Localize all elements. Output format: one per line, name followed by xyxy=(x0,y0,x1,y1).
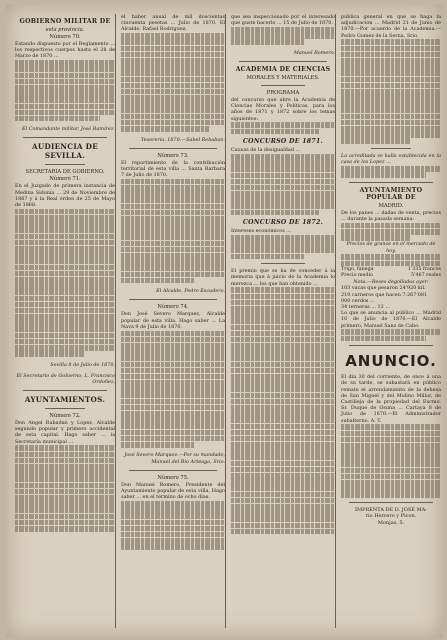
signature: Manuel Romero. xyxy=(293,49,335,56)
illegible-text-line xyxy=(231,355,335,361)
divider-rule xyxy=(349,502,433,503)
illegible-text-line xyxy=(231,516,335,522)
illegible-text-line xyxy=(231,318,335,324)
divider-rule xyxy=(261,85,305,86)
notice-text: Don Angel Rabadan y Lopez, Alcalde segundo popular y primero accidental de esta capital. Hago saber ... la Secretaría municipal ... xyxy=(15,420,115,445)
illegible-text-line xyxy=(121,228,225,234)
notice-number: Número 75. xyxy=(157,474,189,481)
illegible-text-line xyxy=(121,46,225,52)
reses-line: 103 vacas que pesaron 24'920 kil. xyxy=(341,285,426,292)
illegible-text-line xyxy=(231,287,335,293)
illegible-text-line xyxy=(121,374,225,380)
illegible-text-line xyxy=(341,492,441,498)
notice-text: que sea inspeccionado por el interesado que guste hacerlo ... 15 de Julio de 1870. xyxy=(231,14,335,27)
illegible-text-line xyxy=(341,424,441,430)
illegible-text-line xyxy=(341,166,441,172)
illegible-text-line xyxy=(231,337,335,343)
notice-date: Sevilla 8 de Julio de 1870. xyxy=(50,361,115,368)
illegible-text-line xyxy=(15,110,115,116)
illegible-text-line xyxy=(341,329,441,335)
concurso-text: Causas de la desigualdad ... xyxy=(231,147,301,154)
illegible-text-line xyxy=(121,126,209,132)
anuncio-heading: ANUNCIO. xyxy=(345,352,437,371)
illegible-text-line xyxy=(231,312,335,318)
illegible-text-line xyxy=(231,448,335,454)
illegible-text-line xyxy=(121,33,225,39)
notice-text: pública general en que se haga la adjudicacion ... Madrid 21 de Junio de 1870.—Por acuerdo de la Academia.—Pedro Gomez de la Serna, Srio. xyxy=(341,14,441,39)
illegible-text-line xyxy=(15,246,115,252)
illegible-text-line xyxy=(231,498,335,504)
signature: Tesorería, 1870.—Sabel Rebaban. xyxy=(140,136,225,143)
notice-number: Número 73. xyxy=(157,152,189,159)
illegible-text-line xyxy=(341,107,441,113)
illegible-text-line xyxy=(341,461,441,467)
illegible-text-line xyxy=(231,368,335,374)
illegible-text-line xyxy=(231,129,319,135)
illegible-text-line xyxy=(121,241,225,247)
illegible-text-line xyxy=(341,89,441,95)
illegible-text-line xyxy=(121,89,225,95)
section-title-audiencia: AUDIENCIA DE SEVILLA. xyxy=(32,142,98,161)
illegible-text-line xyxy=(231,380,335,386)
illegible-text-line xyxy=(231,386,335,392)
illegible-text-line xyxy=(341,114,441,120)
section-title-ayuntamiento-madrid: AYUNTAMIENTO POPULAR DE xyxy=(359,186,423,201)
illegible-text-line xyxy=(121,532,225,538)
illegible-text-line xyxy=(231,492,335,498)
divider-rule xyxy=(349,182,433,183)
newspaper-page xyxy=(6,4,443,638)
illegible-text-line xyxy=(231,393,335,399)
concurso-1872-heading: CONCURSO DE 1872. xyxy=(242,219,324,227)
illegible-text-line xyxy=(231,173,335,179)
divider-rule xyxy=(45,408,85,409)
illegible-text-line xyxy=(15,495,115,501)
illegible-text-line xyxy=(121,399,225,405)
illegible-text-line xyxy=(231,417,335,423)
illegible-text-line xyxy=(341,449,441,455)
illegible-text-line xyxy=(15,520,115,526)
signature: El Comandante militar, José Ramírez. xyxy=(22,126,115,133)
illegible-text-line xyxy=(121,405,225,411)
illegible-text-line xyxy=(341,77,441,83)
section-subtitle: MORALES Y MATERIALES. xyxy=(246,74,320,81)
premio-text: El premio que se ha de conceder á la memoria que á juicio de la Academia lo merezca ... los que han obtenido ... xyxy=(231,268,335,287)
illegible-text-line xyxy=(341,46,441,52)
illegible-text-line xyxy=(121,430,225,436)
notice-text: En el Juzgado de primera instancia de Medina Sidonia ... 29 de Noviembre de 1867 y á la Real órden de 25 de Mayo de 1868. xyxy=(15,183,115,209)
illegible-text-line xyxy=(121,411,225,417)
illegible-text-line xyxy=(15,265,115,271)
illegible-text-line xyxy=(121,197,225,203)
illegible-text-line xyxy=(15,66,115,72)
illegible-text-line xyxy=(231,191,335,197)
illegible-text-line xyxy=(121,83,225,89)
illegible-text-line xyxy=(15,91,115,97)
illegible-text-line xyxy=(121,210,225,216)
illegible-text-line xyxy=(15,483,115,489)
illegible-text-line xyxy=(231,523,335,529)
illegible-text-line xyxy=(231,160,335,166)
illegible-text-line xyxy=(15,445,115,451)
notice-number: Número 70. xyxy=(49,34,81,40)
price-row-medio: Precio medio 5'467 reales xyxy=(341,272,441,278)
illegible-text-line xyxy=(15,320,115,326)
illegible-text-line xyxy=(15,79,115,85)
illegible-text-line xyxy=(15,464,115,470)
illegible-text-line xyxy=(231,166,335,172)
illegible-text-line xyxy=(15,104,115,110)
section-title-academia: ACADEMIA DE CIENCIAS xyxy=(235,65,331,73)
illegible-text-line xyxy=(15,452,115,458)
illegible-text-line xyxy=(121,392,225,398)
illegible-text-line xyxy=(231,122,335,128)
illegible-text-line xyxy=(121,380,225,386)
illegible-text-line xyxy=(15,227,115,233)
illegible-text-line xyxy=(341,58,441,64)
illegible-text-line xyxy=(121,101,225,107)
illegible-text-line xyxy=(121,247,225,253)
illegible-text-line xyxy=(231,294,335,300)
illegible-text-line xyxy=(121,507,225,513)
illegible-text-line xyxy=(231,179,335,185)
illegible-text-line xyxy=(121,368,225,374)
section-subtitle: esta provincia. xyxy=(45,27,85,33)
notice-text: Don Manuel Romero, Presidente del Ayuntamiento popular de esta villa. Hago saber ... en el término de ocho dias. xyxy=(121,481,225,501)
illegible-text-line xyxy=(231,331,335,337)
illegible-text-line xyxy=(341,95,441,101)
illegible-text-line xyxy=(231,235,335,241)
illegible-text-line xyxy=(121,222,225,228)
illegible-text-line xyxy=(15,277,115,283)
notice-number: Número 74. xyxy=(157,304,189,311)
illegible-text-line xyxy=(231,510,335,516)
divider-rule xyxy=(45,164,85,165)
illegible-text-line xyxy=(15,234,115,240)
illegible-text-line xyxy=(341,223,441,229)
illegible-text-line xyxy=(341,52,441,58)
illegible-text-line xyxy=(341,101,441,107)
illegible-text-line xyxy=(121,70,225,76)
illegible-text-line xyxy=(121,120,225,126)
illegible-text-line xyxy=(231,454,335,460)
illegible-text-line xyxy=(121,423,225,429)
illegible-text-line xyxy=(15,221,115,227)
illegible-text-line xyxy=(15,209,115,215)
notice-number: Número 72. xyxy=(49,413,81,420)
illegible-text-line xyxy=(15,215,115,221)
illegible-text-line xyxy=(121,526,225,532)
section-title-ayuntamientos: AYUNTAMIENTOS. xyxy=(24,395,106,405)
illegible-text-line xyxy=(341,172,426,178)
illegible-text-line xyxy=(15,60,115,66)
section-subtitle: SECRETARIA DE GOBIERNO. xyxy=(25,169,105,176)
illegible-text-line xyxy=(121,538,225,544)
illegible-text-line xyxy=(231,306,335,312)
illegible-text-line xyxy=(121,216,225,222)
illegible-text-line xyxy=(341,486,441,492)
illegible-text-line xyxy=(15,489,115,495)
illegible-text-line xyxy=(121,39,225,45)
printer-imprint: IMPRENTA DE D. JOSÉ MA- rio Herrero y Picon. Monjas, 5. xyxy=(355,507,427,526)
illegible-text-line xyxy=(121,58,225,64)
column-2 xyxy=(118,14,228,630)
illegible-text-line xyxy=(231,39,304,45)
cerdos-line: 000 cerdos ... xyxy=(341,297,375,304)
illegible-text-line xyxy=(15,283,115,289)
illegible-text-line xyxy=(231,325,335,331)
illegible-text-line xyxy=(15,339,115,345)
illegible-text-line xyxy=(121,179,225,185)
illegible-text-line xyxy=(231,430,335,436)
divider-rule xyxy=(349,345,433,346)
prices-label: Precios de granos en el mercado de hoy. xyxy=(346,241,436,254)
illegible-text-line xyxy=(121,362,225,368)
illegible-text-line xyxy=(231,254,304,260)
divider-rule xyxy=(23,390,107,391)
illegible-text-line xyxy=(231,442,335,448)
divider-rule xyxy=(129,148,217,149)
notice-text: La acreditada se halla establecida en la casa de los Lopez ... xyxy=(341,153,441,166)
illegible-text-line xyxy=(121,355,225,361)
illegible-text-line xyxy=(121,52,225,58)
illegible-text-line xyxy=(121,114,225,120)
illegible-text-line xyxy=(231,461,335,467)
column-3 xyxy=(228,14,338,630)
column-1 xyxy=(12,14,118,630)
notice-number: Número 71. xyxy=(49,176,81,183)
illegible-text-line xyxy=(15,501,115,507)
illegible-text-line xyxy=(121,520,225,526)
illegible-text-line xyxy=(341,235,411,241)
illegible-text-line xyxy=(121,64,225,70)
divider-rule xyxy=(129,299,217,300)
illegible-text-line xyxy=(121,278,194,284)
illegible-text-line xyxy=(231,197,335,203)
illegible-text-line xyxy=(15,97,115,103)
divider-rule xyxy=(371,148,411,149)
illegible-text-line xyxy=(341,138,411,144)
illegible-text-line xyxy=(121,343,225,349)
illegible-text-line xyxy=(121,95,225,101)
illegible-text-line xyxy=(121,436,225,442)
illegible-text-line xyxy=(15,470,115,476)
notice-text: Don José Severo Marquez, Alcalde popular de esta villa. Hago saber ... La Nava 9 de Julio de 1870. xyxy=(121,311,225,330)
divider-rule xyxy=(261,263,305,264)
concurso-1871-heading: CONCURSO DE 1871. xyxy=(242,138,324,146)
illegible-text-line xyxy=(231,349,335,355)
concurso-text: Intereses económicos ... xyxy=(231,228,291,235)
illegible-text-line xyxy=(15,351,85,357)
notice-text: De los panes ... dadas de venta, precios ... durante la pasada semana: xyxy=(341,209,441,222)
divider-rule xyxy=(239,61,327,62)
illegible-text-line xyxy=(231,203,335,209)
illegible-text-line xyxy=(121,253,225,259)
illegible-text-line xyxy=(231,411,335,417)
illegible-text-line xyxy=(231,424,335,430)
divider-rule xyxy=(129,470,217,471)
illegible-text-line xyxy=(231,362,335,368)
illegible-text-line xyxy=(15,314,115,320)
illegible-text-line xyxy=(341,120,441,126)
illegible-text-line xyxy=(121,349,225,355)
illegible-text-line xyxy=(231,473,335,479)
illegible-text-line xyxy=(121,204,225,210)
illegible-text-line xyxy=(231,241,335,247)
notice-text: Lo que se anuncia al público ... Madrid 10 de Julio de 1870.—El Alcalde primero, Manuel Sanz de Cabo. xyxy=(341,310,441,329)
illegible-text-line xyxy=(231,154,335,160)
illegible-text-line xyxy=(341,431,441,437)
notice-text: El repartimiento de la contribución territorial de esta villa ... Santa Barbara 7 de Julio de 1870. xyxy=(121,159,225,178)
illegible-text-line xyxy=(121,272,225,278)
illegible-text-line xyxy=(15,476,115,482)
carneros-line: 210 carneros que hacen 7.267'081 xyxy=(341,291,428,298)
section-subtitle: MADRID. xyxy=(378,202,404,209)
illegible-text-line xyxy=(121,77,225,83)
illegible-text-line xyxy=(341,126,441,132)
illegible-text-line xyxy=(231,27,335,33)
note-label: Nota.—Reses degolladas ayer: xyxy=(353,279,429,286)
illegible-text-line xyxy=(15,73,115,79)
illegible-text-line xyxy=(231,343,335,349)
illegible-text-line xyxy=(341,336,426,342)
illegible-text-line xyxy=(15,252,115,258)
illegible-text-line xyxy=(341,437,441,443)
notice-text: Estando dispuesto por el Reglamento ... los respectivos cuerpos hasta el 28 de Marzo de 1870 ... xyxy=(15,41,115,60)
price-row-trigo: Trigo, fanega 1'335 francos xyxy=(341,266,441,272)
illegible-text-line xyxy=(15,333,115,339)
column-4 xyxy=(338,14,444,630)
illegible-text-line xyxy=(15,116,100,122)
illegible-text-line xyxy=(231,399,335,405)
illegible-text-line xyxy=(341,443,441,449)
signature: El Secretario de Gobierno, L. Francisco Ordoñez. xyxy=(16,372,115,385)
illegible-text-line xyxy=(15,240,115,246)
illegible-text-line xyxy=(231,485,335,491)
illegible-text-line xyxy=(121,417,225,423)
illegible-text-line xyxy=(121,331,225,337)
illegible-text-line xyxy=(231,479,335,485)
illegible-text-line xyxy=(231,247,335,253)
illegible-text-line xyxy=(15,326,115,332)
illegible-text-line xyxy=(121,337,225,343)
illegible-text-line xyxy=(341,254,441,260)
divider-rule xyxy=(23,137,107,138)
signature: José Severo Marquez.—Por su mandado, Manuel del Rio Arteaga, Srio. xyxy=(124,452,225,465)
illegible-text-line xyxy=(231,529,335,535)
illegible-text-line xyxy=(121,501,225,507)
illegible-text-line xyxy=(231,300,335,306)
illegible-text-line xyxy=(231,210,319,216)
illegible-text-line xyxy=(231,405,335,411)
illegible-text-line xyxy=(15,258,115,264)
illegible-text-line xyxy=(341,39,441,45)
illegible-text-line xyxy=(231,436,335,442)
illegible-text-line xyxy=(121,185,225,191)
anuncio-text: El dia 30 del corriente, de once á una de su tarde, se subastará en público remate el arrendamiento de la dehesa de San Miguel y del Molino Millar, de Castilleja de la propiedad del Excmo. Sr. Duque de Osuna ... Cartaya 8 de Julio de 1870.—El Administrador subalterno, A. T. xyxy=(341,374,441,424)
programa-heading: PROGRAMA xyxy=(266,89,300,96)
illegible-text-line xyxy=(15,507,115,513)
illegible-text-line xyxy=(121,259,225,265)
illegible-text-line xyxy=(121,442,194,448)
illegible-text-line xyxy=(15,526,115,532)
illegible-text-line xyxy=(341,132,441,138)
illegible-text-line xyxy=(341,70,441,76)
illegible-text-line xyxy=(231,504,335,510)
illegible-text-line xyxy=(15,85,115,91)
illegible-text-line xyxy=(231,33,335,39)
illegible-text-line xyxy=(341,64,441,70)
illegible-text-line xyxy=(341,261,441,267)
illegible-text-line xyxy=(121,107,225,113)
illegible-text-line xyxy=(341,474,441,480)
illegible-text-line xyxy=(231,185,335,191)
illegible-text-line xyxy=(15,302,115,308)
illegible-text-line xyxy=(341,229,441,235)
terneras-line: 34 terneras ... 12 ... xyxy=(341,303,390,310)
illegible-text-line xyxy=(15,296,115,302)
illegible-text-line xyxy=(121,234,225,240)
section-title-gobierno: GOBIERNO MILITAR DE xyxy=(19,18,111,25)
illegible-text-line xyxy=(121,513,225,519)
illegible-text-line xyxy=(121,265,225,271)
illegible-text-line xyxy=(121,544,225,550)
programa-text: del concurso que abre la Academia de Ciencias Morales y Políticas, para los años de 1871 y 1872 sobre los temas siguientes: xyxy=(231,96,335,122)
illegible-text-line xyxy=(231,467,335,473)
illegible-text-line xyxy=(15,345,115,351)
illegible-text-line xyxy=(341,468,441,474)
illegible-text-line xyxy=(341,480,441,486)
illegible-text-line xyxy=(121,191,225,197)
illegible-text-line xyxy=(15,271,115,277)
illegible-text-line xyxy=(341,455,441,461)
illegible-text-line xyxy=(341,83,441,89)
illegible-text-line xyxy=(15,514,115,520)
illegible-text-line xyxy=(121,386,225,392)
notice-text: el haber anual de mil doscientas cincuenta pesetas ... Julio de 1870. El Alcalde, Rafael Rodriguez. xyxy=(121,14,225,33)
illegible-text-line xyxy=(15,458,115,464)
illegible-text-line xyxy=(231,374,335,380)
signature: El Alcalde, Pedro Escudero. xyxy=(156,288,225,295)
illegible-text-line xyxy=(15,289,115,295)
illegible-text-line xyxy=(15,308,115,314)
